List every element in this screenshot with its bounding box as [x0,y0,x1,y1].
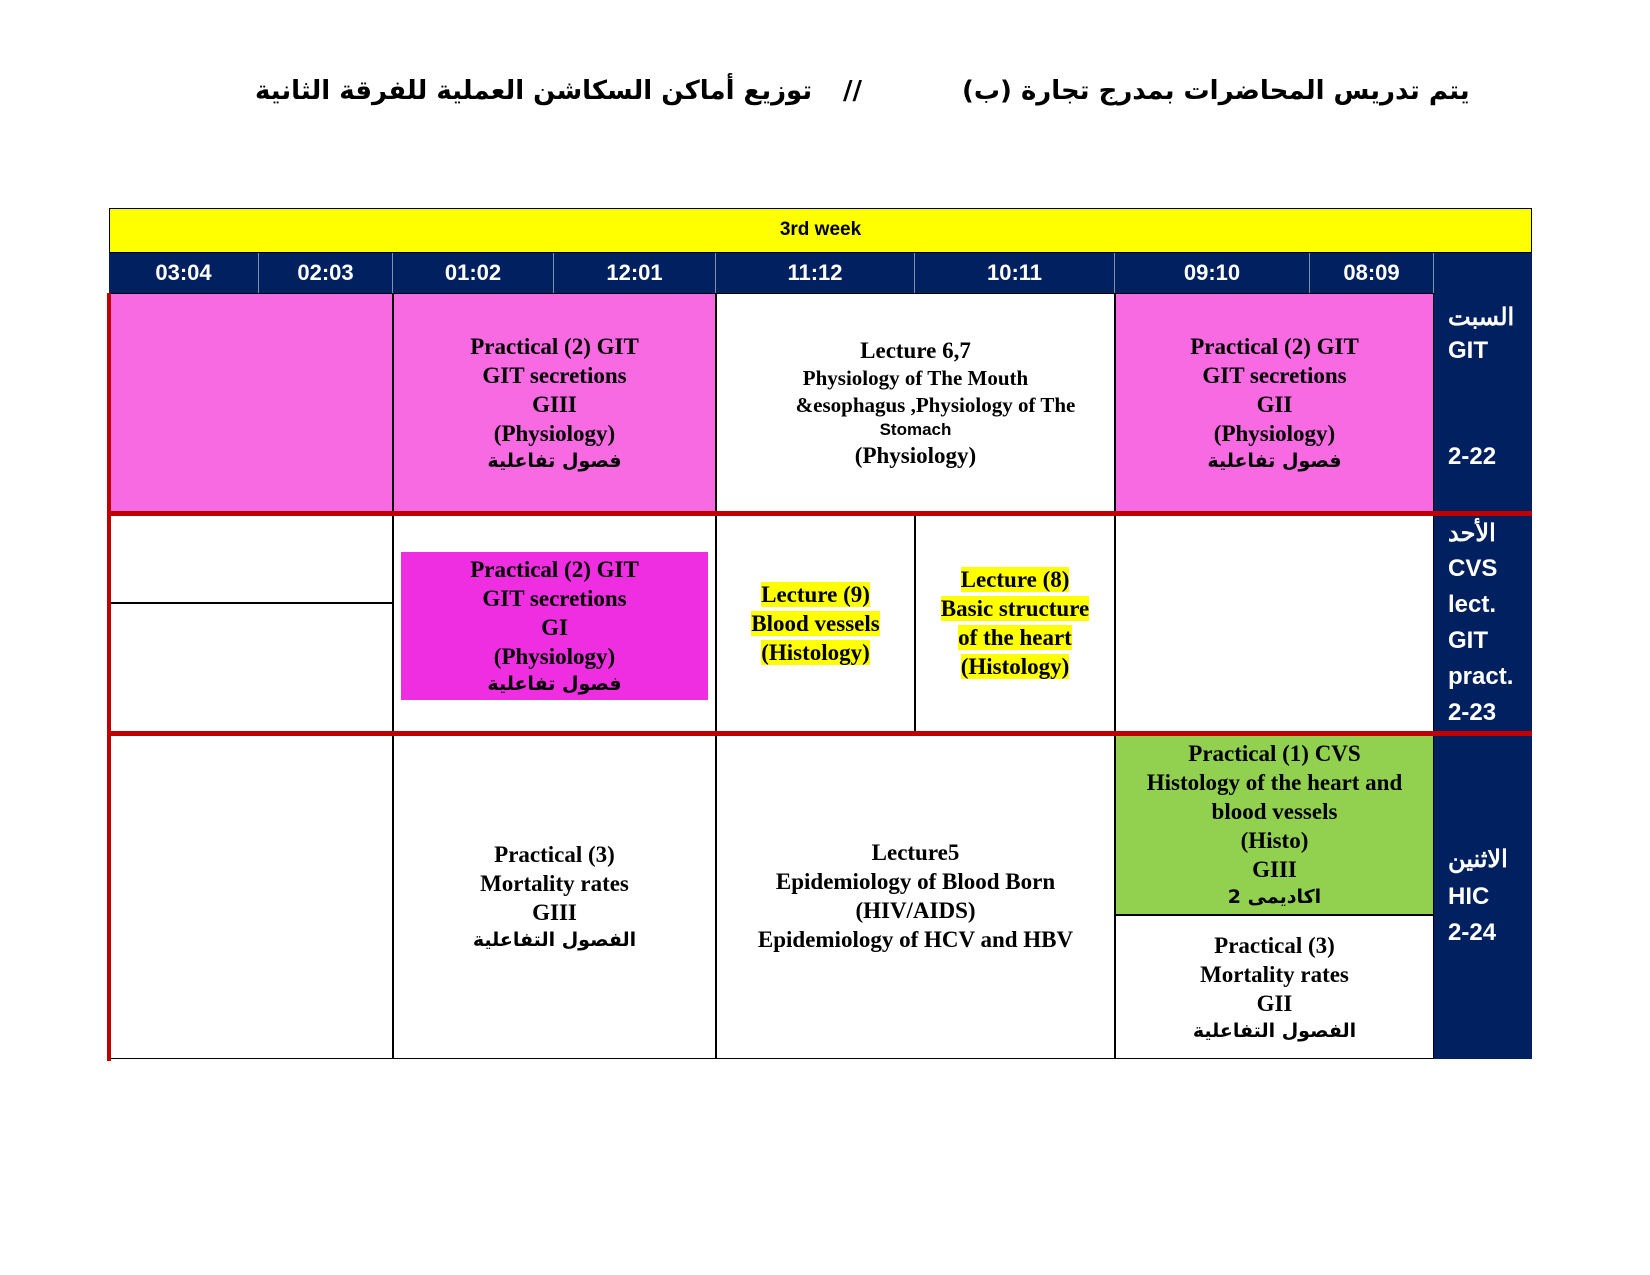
day-line: pract. [1448,663,1514,690]
line: GII [1256,990,1293,1016]
arabic-label: فصول تفاعلية [487,673,622,695]
arabic-label: الفصول التفاعلية [1192,1019,1357,1042]
line: Practical (2) GIT [470,557,639,582]
line: (HIV/AIDS) [855,898,976,923]
line: Lecture (8) [960,567,1070,592]
line: of the heart [958,625,1072,650]
mon-practical-cvs [1115,733,1434,915]
sun-lecture-9 [716,513,915,733]
line: Blood vessels [751,610,880,636]
time-slot-1011: 10:11 [915,253,1115,293]
arabic-label: فصول تفاعلية [1207,450,1342,472]
line: (Physiology) [854,443,977,468]
mon-lecture-5 [716,733,1115,1059]
mon-practical-gii [1115,915,1434,1059]
line: GIII [1252,856,1297,882]
line: Physiology of The Mouth [802,366,1029,390]
day-line: CVS [1448,555,1498,582]
arabic-label: الفصول التفاعلية [472,928,637,951]
week-banner: 3rd week [109,208,1532,253]
time-slot-0102: 01:02 [393,253,554,293]
line: Lecture5 [871,840,960,865]
line: GIII [532,392,577,417]
lecture-title: Lecture 6,7 [860,338,971,363]
line: GI [541,615,568,640]
row-divider-red [107,731,1532,736]
line: blood vessels [1211,798,1338,824]
line: (Physiology) [493,644,616,669]
time-slot-0910: 09:10 [1115,253,1310,293]
sat-practical-giii [393,293,716,513]
line: Stomach [879,420,952,439]
sun-morning-empty [1115,513,1434,733]
time-slot-0809: 08:09 [1310,253,1434,293]
line: Practical (3) [494,841,615,867]
day-name: الأحد [1448,520,1496,547]
time-slot-0203: 02:03 [259,253,393,293]
line: Epidemiology of HCV and HBV [757,927,1074,952]
line: GIII [532,899,577,925]
line: Basic structure [940,596,1090,621]
line: Histology of the heart and [1146,769,1403,795]
arabic-label: اكاديمى 2 [1227,885,1322,908]
line: GIT secretions [482,586,627,611]
left-red-border [107,293,111,1061]
line: Epidemiology of Blood Born [775,869,1056,894]
day-line: GIT [1448,627,1488,654]
day-line: lect. [1448,591,1497,618]
day-module: GIT [1448,337,1488,364]
line: Mortality rates [1200,961,1349,987]
time-slot-0304: 03:04 [109,253,259,293]
day-sunday [1434,513,1532,733]
header-left-text: توزيع أماكن السكاشن العملية للفرقة الثانية [255,76,813,106]
day-module: HIC [1448,883,1490,910]
line: (Histology) [761,639,870,665]
day-date: 2-24 [1448,919,1497,946]
line: (Physiology) [1213,421,1336,446]
sun-afternoon-top [109,513,393,603]
header-separator: // [843,76,862,106]
mon-practical-giii [393,733,716,1059]
day-date: 2-22 [1448,443,1497,470]
line: Practical (3) [1214,932,1335,958]
mon-afternoon-empty [109,733,393,1059]
header-right-text: يتم تدريس المحاضرات بمدرج تجارة (ب) [962,76,1470,106]
sun-practical-gi [401,552,708,700]
line: (Physiology) [493,421,616,446]
time-slot-1112: 11:12 [716,253,915,293]
day-saturday [1434,293,1532,513]
line: Mortality rates [480,870,629,896]
day-date: 2-23 [1448,699,1497,726]
line: &esophagus ,Physiology of The [795,393,1076,417]
day-name: الاثنين [1448,846,1508,873]
sun-lecture-8 [915,513,1115,733]
sat-practical-gii [1115,293,1434,513]
row-divider-red [107,511,1532,516]
line: GIT secretions [482,363,627,388]
line: GII [1256,392,1293,417]
time-slot-1201: 12:01 [554,253,716,293]
line: (Histo) [1240,827,1309,853]
line: (Histology) [960,654,1070,679]
arabic-label: فصول تفاعلية [487,450,622,472]
sat-afternoon-block [109,293,393,513]
line: Practical (1) CVS [1188,740,1361,766]
line: Lecture (9) [761,581,870,607]
line: Practical (2) GIT [1190,334,1359,359]
day-monday [1434,733,1532,1059]
day-name: السبت [1448,304,1515,331]
sun-afternoon-bottom [109,603,393,733]
line: GIT secretions [1202,363,1347,388]
sat-lecture-6-7 [716,293,1115,513]
time-slot-empty [1434,253,1532,293]
line: Practical (2) GIT [470,334,639,359]
